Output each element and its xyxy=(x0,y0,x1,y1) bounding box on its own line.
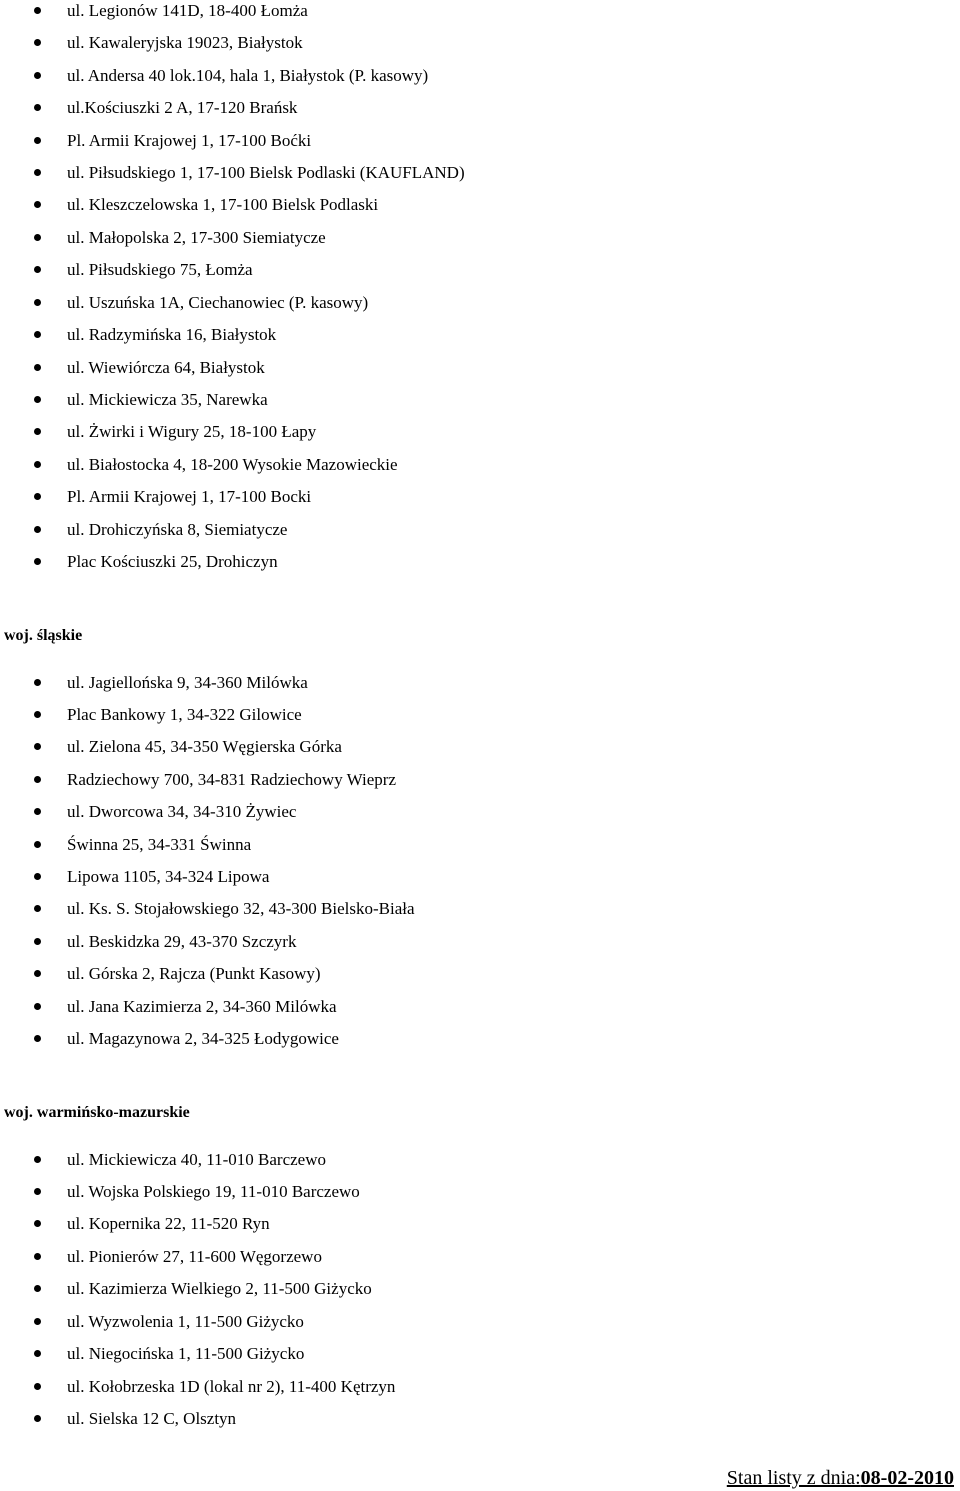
bullet-icon xyxy=(34,776,41,783)
list-item: ul. Beskidzka 29, 43-370 Szczyrk xyxy=(0,931,900,953)
bullet-icon xyxy=(34,1318,41,1325)
bullet-icon xyxy=(34,266,41,273)
section-heading-slaskie: woj. śląskie xyxy=(4,627,83,644)
bullet-icon xyxy=(34,39,41,46)
bullet-icon xyxy=(34,808,41,815)
list-item: Plac Bankowy 1, 34-322 Gilowice xyxy=(0,704,900,726)
list-item: ul. Radzymińska 16, Białystok xyxy=(0,324,900,346)
bullet-icon xyxy=(34,461,41,468)
list-item: Pl. Armii Krajowej 1, 17-100 Bocki xyxy=(0,486,900,508)
bullet-icon xyxy=(34,711,41,718)
bullet-icon xyxy=(34,558,41,565)
bullet-icon xyxy=(34,1285,41,1292)
list-item: ul. Piłsudskiego 75, Łomża xyxy=(0,259,900,281)
bullet-icon xyxy=(34,1350,41,1357)
bullet-icon xyxy=(34,428,41,435)
bullet-icon xyxy=(34,1415,41,1422)
list-item: ul. Niegocińska 1, 11-500 Giżycko xyxy=(0,1343,900,1365)
bullet-icon xyxy=(34,679,41,686)
list-item: ul. Kazimierza Wielkiego 2, 11-500 Giżycko xyxy=(0,1278,900,1300)
list-item: ul. Kawaleryjska 19023, Białystok xyxy=(0,32,900,54)
list-item: Świnna 25, 34-331 Świnna xyxy=(0,834,900,856)
bullet-icon xyxy=(34,201,41,208)
list-item: ul. Górska 2, Rajcza (Punkt Kasowy) xyxy=(0,963,900,985)
bullet-icon xyxy=(34,526,41,533)
bullet-icon xyxy=(34,938,41,945)
list-item: ul. Kołobrzeska 1D (lokal nr 2), 11-400 Kętrzyn xyxy=(0,1376,900,1398)
list-item: ul. Pionierów 27, 11-600 Węgorzewo xyxy=(0,1246,900,1268)
bullet-icon xyxy=(34,1253,41,1260)
list-item: ul. Mickiewicza 40, 11-010 Barczewo xyxy=(0,1149,900,1171)
bullet-icon xyxy=(34,1220,41,1227)
section-heading-warminsko: woj. warmińsko-mazurskie xyxy=(4,1104,190,1121)
bullet-icon xyxy=(34,331,41,338)
list-item: Plac Kościuszki 25, Drohiczyn xyxy=(0,551,900,573)
list-item: ul. Uszuńska 1A, Ciechanowiec (P. kasowy) xyxy=(0,292,900,314)
bullet-icon xyxy=(34,104,41,111)
list-item: ul. Andersa 40 lok.104, hala 1, Białystok (P. kasowy) xyxy=(0,65,900,87)
list-item: ul. Kopernika 22, 11-520 Ryn xyxy=(0,1213,900,1235)
bullet-icon xyxy=(34,72,41,79)
list-item: ul.Kościuszki 2 A, 17-120 Brańsk xyxy=(0,97,900,119)
bullet-icon xyxy=(34,493,41,500)
list-item: ul. Sielska 12 C, Olsztyn xyxy=(0,1408,900,1430)
list-item: ul. Drohiczyńska 8, Siemiatycze xyxy=(0,519,900,541)
list-item: ul. Małopolska 2, 17-300 Siemiatycze xyxy=(0,227,900,249)
list-item: ul. Wojska Polskiego 19, 11-010 Barczewo xyxy=(0,1181,900,1203)
bullet-icon xyxy=(34,7,41,14)
list-item: ul. Mickiewicza 35, Narewka xyxy=(0,389,900,411)
bullet-icon xyxy=(34,743,41,750)
list-item: ul. Wiewiórcza 64, Białystok xyxy=(0,357,900,379)
list-item: ul. Żwirki i Wigury 25, 18-100 Łapy xyxy=(0,421,900,443)
bullet-icon xyxy=(34,137,41,144)
list-item: ul. Magazynowa 2, 34-325 Łodygowice xyxy=(0,1028,900,1050)
list-item: ul. Wyzwolenia 1, 11-500 Giżycko xyxy=(0,1311,900,1333)
bullet-icon xyxy=(34,1383,41,1390)
bullet-icon xyxy=(34,970,41,977)
footer-label: Stan listy z dnia: xyxy=(726,1467,861,1489)
list-item: ul. Jana Kazimierza 2, 34-360 Milówka xyxy=(0,996,900,1018)
list-item: ul. Jagiellońska 9, 34-360 Milówka xyxy=(0,672,900,694)
bullet-icon xyxy=(34,396,41,403)
list-item: ul. Piłsudskiego 1, 17-100 Bielsk Podlaski (KAUFLAND) xyxy=(0,162,900,184)
bullet-icon xyxy=(34,234,41,241)
list-item: Lipowa 1105, 34-324 Lipowa xyxy=(0,866,900,888)
bullet-icon xyxy=(34,1156,41,1163)
bullet-icon xyxy=(34,1188,41,1195)
footer-date: 08-02-2010 xyxy=(860,1467,954,1489)
bullet-icon xyxy=(34,169,41,176)
bullet-icon xyxy=(34,1035,41,1042)
list-item: ul. Zielona 45, 34-350 Węgierska Górka xyxy=(0,736,900,758)
list-item: ul. Ks. S. Stojałowskiego 32, 43-300 Bielsko-Biała xyxy=(0,898,900,920)
bullet-icon xyxy=(34,299,41,306)
list-item: ul. Legionów 141D, 18-400 Łomża xyxy=(0,0,900,22)
bullet-icon xyxy=(34,873,41,880)
list-item: ul. Białostocka 4, 18-200 Wysokie Mazowieckie xyxy=(0,454,900,476)
list-item: ul. Kleszczelowska 1, 17-100 Bielsk Podlaski xyxy=(0,194,900,216)
list-item: Radziechowy 700, 34-831 Radziechowy Wieprz xyxy=(0,769,900,791)
bullet-icon xyxy=(34,905,41,912)
list-date-footer xyxy=(727,1466,954,1490)
list-item: Pl. Armii Krajowej 1, 17-100 Boćki xyxy=(0,130,900,152)
bullet-icon xyxy=(34,1003,41,1010)
list-item: ul. Dworcowa 34, 34-310 Żywiec xyxy=(0,801,900,823)
bullet-icon xyxy=(34,364,41,371)
bullet-icon xyxy=(34,841,41,848)
